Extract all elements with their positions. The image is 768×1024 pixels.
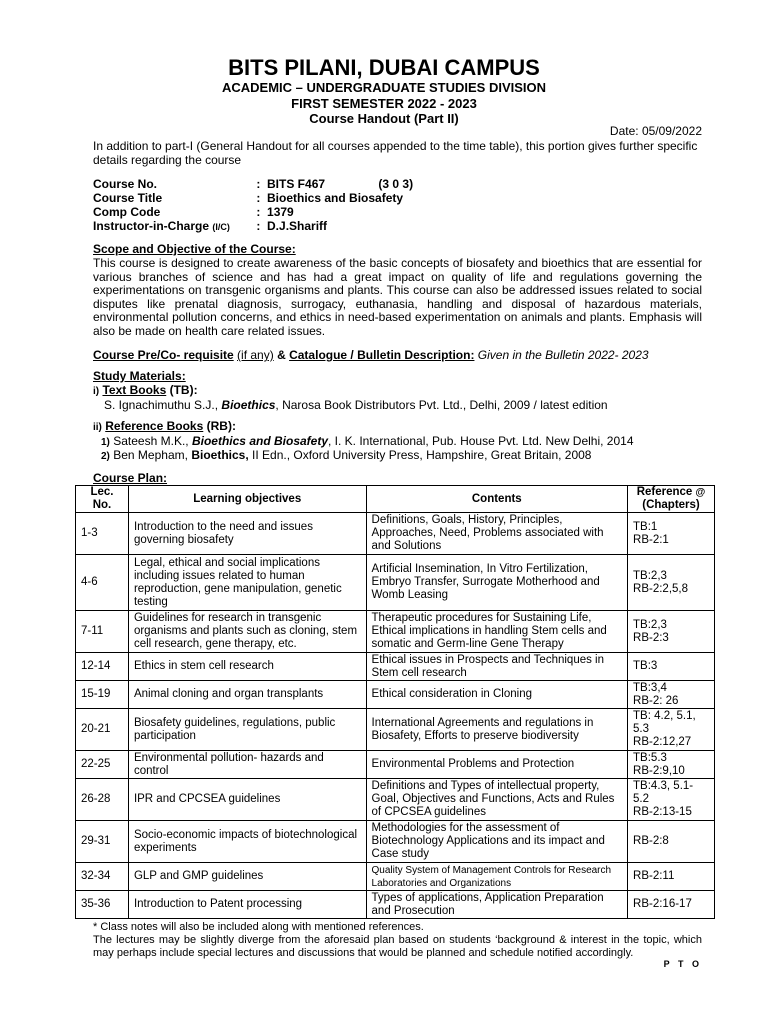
textbook-entry [104,398,608,412]
reference-book-1-number: 1) [101,437,110,448]
contents-cell: Definitions and Types of intellectual property, Goal, Objectives and Functions, Acts and Rules of CPCSEA guidelines [366,779,628,821]
reference-book-2-author: Ben Mepham, [113,448,188,462]
intro-paragraph: In addition to part-I (General Handout for all courses appended to the time table), this portion gives further specific details regarding the course [93,139,698,167]
instructor-label: Instructor-in-Charge [93,219,210,233]
header-reference-chapters: (Chapters) [642,499,700,511]
reference-book-1-author: Sateesh M.K., [113,434,189,448]
table-row [76,513,715,555]
table-row [76,653,715,681]
separator: : [256,219,261,233]
semester-heading: FIRST SEMESTER 2022 - 2023 [291,96,477,111]
contents-cell: Ethical issues in Prospects and Techniques in Stem cell research [366,653,628,681]
learning-objective-cell: GLP and GMP guidelines [128,863,366,891]
reference-books-heading: Reference Books [105,419,204,433]
instructor-label-suffix: (I/C) [212,222,230,232]
reference-books-number: ii) [93,422,102,433]
lecture-no-cell: 7-11 [76,611,129,653]
separator: : [256,205,261,219]
reference-cell: TB:3,4 RB-2: 26 [628,681,715,709]
course-plan-body [76,513,715,919]
reference-cell: RB-2:11 [628,863,715,891]
reference-book-2-number: 2) [101,451,110,462]
reference-books-heading-line [93,419,236,433]
textbook-author: S. Ignachimuthu S.J., [104,398,219,412]
footnote-disclaimer: The lectures may be slightly diverge from the aforesaid plan based on students ‘background & interest in the topic, which may perhaps include special lectures and discussions that would be planned and schedule notified accordingly. [93,934,702,959]
separator: : [256,177,261,191]
prereq-line [93,348,649,362]
footnote-class-notes: * Class notes will also be included along with mentioned references. [93,921,424,933]
prereq-amp: & [277,348,286,362]
lecture-no-cell: 32-34 [76,863,129,891]
study-materials-heading: Study Materials: [93,369,186,383]
course-title-value: Bioethics and Biosafety [267,191,404,205]
reference-cell: RB-2:16-17 [628,891,715,919]
textbooks-heading-line [93,383,198,397]
contents-cell: Types of applications, Application Preparation and Prosecution [366,891,628,919]
separator: : [256,191,261,205]
handout-date: Date: 05/09/2022 [609,124,702,138]
lecture-no-cell: 35-36 [76,891,129,919]
reference-cell: TB: 4.2, 5.1, 5.3 RB-2:12,27 [628,709,715,751]
table-row [76,751,715,779]
textbooks-heading: Text Books [102,383,167,397]
contents-cell: International Agreements and regulations in Biosafety, Efforts to preserve biodiversity [366,709,628,751]
lecture-no-cell: 15-19 [76,681,129,709]
contents-cell: Artificial Insemination, In Vitro Fertilization, Embryo Transfer, Surrogate Motherhood and Womb Leasing [366,555,628,611]
scope-paragraph: This course is designed to create awareness of the basic concepts of biosafety and bioethics that are essential for various branches of science and has had a great impact on quality of life and regulations governing the experimentations on transgenic organisms and plants. This course can also be addressed issues related to social disputes like prenatal diagnosis, surrogacy, euthanasia, handling and disposal of hazardous materials, environmental pollution concerns, and ethics in need-based experimentation on animals and plants. Emphasis will also be made on health care related issues. [93,256,702,338]
learning-objective-cell: Introduction to the need and issues governing biosafety [128,513,366,555]
scope-heading: Scope and Objective of the Course: [93,242,296,256]
header-reference-label: Reference [636,486,693,498]
learning-objective-cell: Introduction to Patent processing [128,891,366,919]
lecture-no-cell: 4-6 [76,555,129,611]
header-learning-objectives: Learning objectives [128,486,366,513]
lecture-no-cell: 26-28 [76,779,129,821]
textbook-publisher: , Narosa Book Distributors Pvt. Ltd., Delhi, 2009 / latest edition [275,398,608,412]
learning-objective-cell: Ethics in stem cell research [128,653,366,681]
table-row [76,891,715,919]
reference-books-abbr: (RB): [206,419,236,433]
comp-code-row [93,205,413,219]
reference-cell: TB:1 RB-2:1 [628,513,715,555]
prereq-if-any: (if any) [237,348,274,362]
textbooks-abbr: (TB): [169,383,198,397]
reference-cell: TB:2,3 RB-2:2,5,8 [628,555,715,611]
course-plan-heading: Course Plan: [93,471,168,485]
reference-cell: RB-2:8 [628,821,715,863]
textbooks-number: i) [93,386,100,397]
table-row [76,611,715,653]
header-reference [628,486,715,513]
contents-cell: Quality System of Management Controls for Research Laboratories and Organizations [366,863,628,891]
header-reference-at: @ [695,487,706,498]
handout-heading: Course Handout (Part II) [309,111,459,126]
course-no-label: Course No. [93,177,158,191]
pto-marker: P T O [663,959,702,969]
prereq-label: Course Pre/Co- requisite [93,348,234,362]
reference-cell: TB:2,3 RB-2:3 [628,611,715,653]
prereq-value: Given in the Bulletin 2022- 2023 [477,348,649,362]
course-title-row [93,191,413,205]
table-row [76,681,715,709]
lecture-no-cell: 22-25 [76,751,129,779]
learning-objective-cell: Biosafety guidelines, regulations, public participation [128,709,366,751]
lecture-no-cell: 12-14 [76,653,129,681]
contents-cell: Definitions, Goals, History, Principles, Approaches, Need, Problems associated with and Solutions [366,513,628,555]
course-title-label: Course Title [93,191,163,205]
comp-code-value: 1379 [267,205,294,219]
course-info [93,177,413,233]
page-title: BITS PILANI, DUBAI CAMPUS [228,55,540,80]
learning-objective-cell: Animal cloning and organ transplants [128,681,366,709]
course-credits: (3 0 3) [378,177,414,191]
learning-objective-cell: Environmental pollution- hazards and control [128,751,366,779]
textbook-title: Bioethics [221,398,276,412]
reference-cell: TB:3 [628,653,715,681]
division-heading: ACADEMIC – UNDERGRADUATE STUDIES DIVISION [221,80,547,95]
contents-cell: Ethical consideration in Cloning [366,681,628,709]
table-header-row [76,486,715,513]
reference-book-1 [101,434,634,448]
contents-cell: Environmental Problems and Protection [366,751,628,779]
table-row [76,821,715,863]
table-row [76,863,715,891]
contents-cell: Methodologies for the assessment of Biotechnology Applications and its impact and Case study [366,821,628,863]
header-contents: Contents [366,486,628,513]
instructor-row [93,219,413,233]
table-row [76,779,715,821]
lecture-no-cell: 29-31 [76,821,129,863]
reference-book-1-title: Bioethics and Biosafety [191,434,328,448]
lecture-no-cell: 20-21 [76,709,129,751]
lecture-no-cell: 1-3 [76,513,129,555]
reference-book-2-publisher: II Edn., Oxford University Press, Hampshire, Great Britain, 2008 [252,448,592,462]
reference-cell: TB:5.3 RB-2:9,10 [628,751,715,779]
learning-objective-cell: IPR and CPCSEA guidelines [128,779,366,821]
course-no-row [93,177,413,191]
catalogue-label: Catalogue / Bulletin Description: [289,348,475,362]
header-lecture-no: Lec. No. [76,486,129,513]
table-row [76,555,715,611]
reference-book-2-title: Bioethics, [191,448,249,462]
reference-book-2 [101,448,591,462]
contents-cell: Therapeutic procedures for Sustaining Life, Ethical implications in handling Stem cells and somatic and Germ-line Gene Therapy [366,611,628,653]
table-row [76,709,715,751]
comp-code-label: Comp Code [93,205,161,219]
reference-book-1-publisher: , I. K. International, Pub. House Pvt. Ltd. New Delhi, 2014 [328,434,634,448]
course-no-value: BITS F467 [267,177,326,191]
instructor-value: D.J.Shariff [267,219,328,233]
learning-objective-cell: Socio-economic impacts of biotechnological experiments [128,821,366,863]
reference-cell: TB:4.3, 5.1-5.2 RB-2:13-15 [628,779,715,821]
learning-objective-cell: Guidelines for research in transgenic organisms and plants such as cloning, stem cell research, gene therapy, etc. [128,611,366,653]
learning-objective-cell: Legal, ethical and social implications including issues related to human reproduction, gene manipulation, genetic testing [128,555,366,611]
course-plan-table [75,485,715,919]
